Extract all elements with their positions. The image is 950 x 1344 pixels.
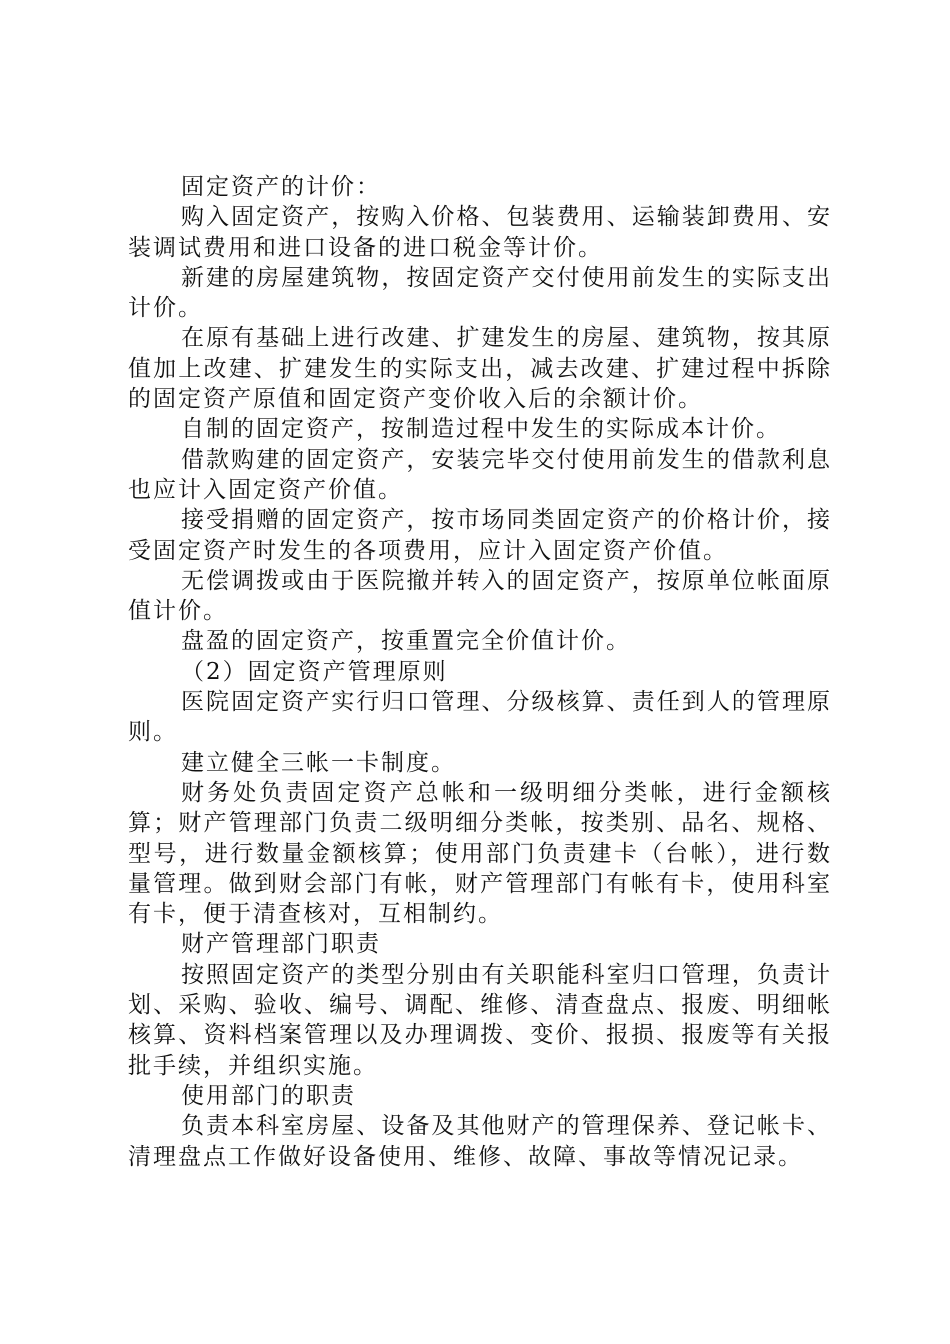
paragraph-user-dept-duties: 负责本科室房屋、设备及其他财产的管理保养、登记帐卡、清理盘点工作做好设备使用、维修、故障、事故等情况记录。: [128, 1113, 832, 1170]
paragraph-principles: 医院固定资产实行归口管理、分级核算、责任到人的管理原则。: [128, 689, 832, 746]
paragraph-transferred: 无偿调拨或由于医院撤并转入的固定资产，按原单位帐面原值计价。: [128, 567, 832, 625]
paragraph-finance-dept: 财务处负责固定资产总帐和一级明细分类帐，进行金额核算；财产管理部门负责二级明细分类帐，按类别、品名、规格、型号，进行数量金额核算；使用部门负责建卡（台帐），进行数量管理。做到财会部门有帐，财产管理部门有帐有卡，使用科室有卡，便于清查核对，互相制约。: [128, 779, 832, 928]
section-heading-user-dept: 使用部门的职责: [181, 1082, 356, 1109]
paragraph-surplus: 盘盈的固定资产，按重置完全价值计价。: [181, 628, 631, 655]
paragraph-property-dept-duties: 按照固定资产的类型分别由有关职能科室归口管理，负责计划、采购、验收、编号、调配、维修、清查盘点、报废、明细帐核算、资料档案管理以及办理调拨、变价、报损、报废等有关报批手续，并组织实施。: [128, 961, 832, 1079]
paragraph-new-buildings: 新建的房屋建筑物，按固定资产交付使用前发生的实际支出计价。: [128, 264, 832, 322]
paragraph-purchased-assets: 购入固定资产，按购入价格、包装费用、运输装卸费用、安装调试费用和进口设备的进口税金等计价。: [128, 204, 832, 261]
paragraph-donated: 接受捐赠的固定资产，按市场同类固定资产的价格计价，接受固定资产时发生的各项费用，应计入固定资产价值。: [128, 507, 832, 564]
paragraph-self-made: 自制的固定资产，按制造过程中发生的实际成本计价。: [181, 416, 781, 443]
paragraph-renovation: 在原有基础上进行改建、扩建发生的房屋、建筑物，按其原值加上改建、扩建发生的实际支出，减去改建、扩建过程中拆除的固定资产原值和固定资产变价收入后的余额计价。: [128, 325, 832, 413]
section-heading-valuation: 固定资产的计价：: [181, 174, 381, 200]
section-heading-management-principles: （2）固定资产管理原则: [181, 658, 448, 685]
document-body: [128, 172, 832, 1172]
paragraph-loan-built: 借款购建的固定资产，安装完毕交付使用前发生的借款利息也应计入固定资产价值。: [128, 446, 832, 503]
paragraph-three-ledgers: 建立健全三帐一卡制度。: [181, 749, 456, 776]
section-heading-property-dept: 财产管理部门职责: [181, 931, 381, 958]
